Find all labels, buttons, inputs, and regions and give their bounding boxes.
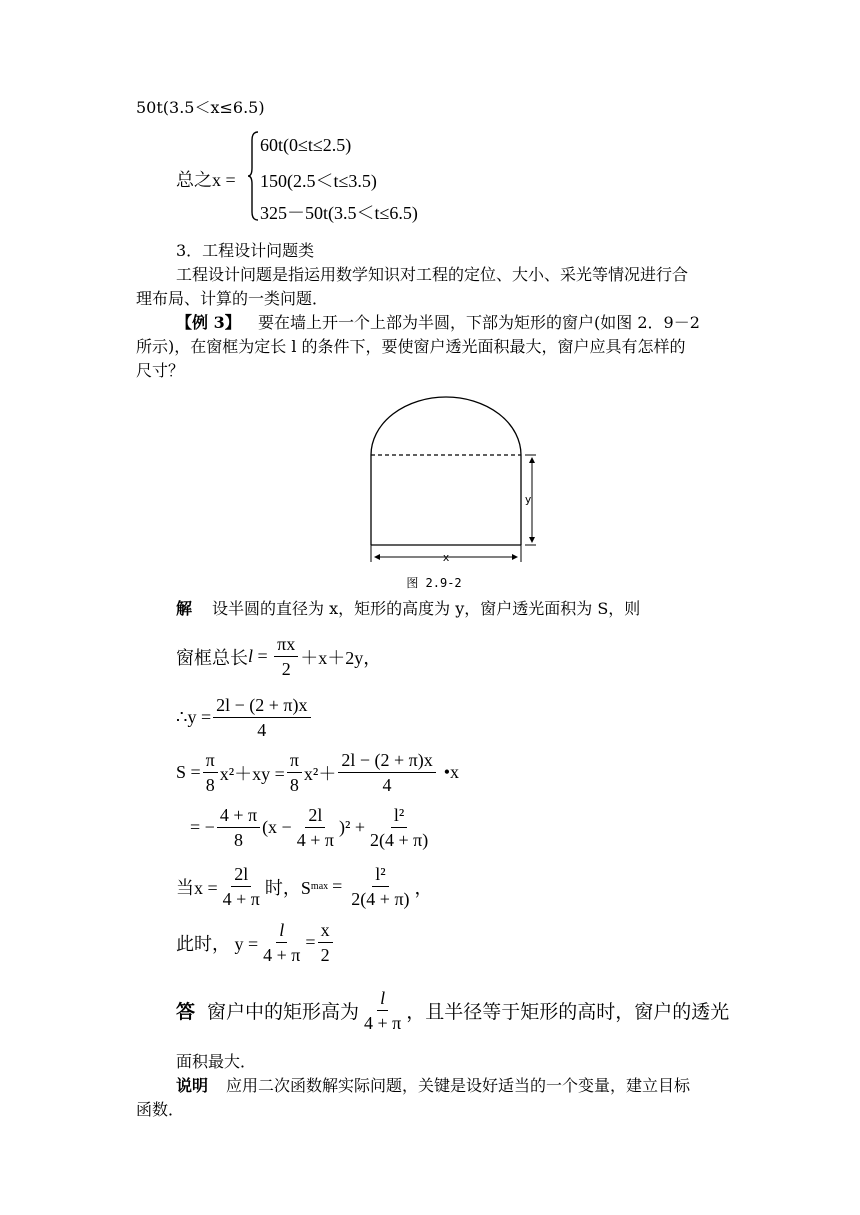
piecewise-lhs: 总之x = — [176, 170, 236, 190]
then-frac-1-den: 4 + π — [263, 945, 301, 965]
area-frac-2-den: 8 — [289, 775, 299, 795]
area-frac-3-num: 2l − (2 + π)x — [338, 750, 435, 773]
y-fraction — [213, 695, 310, 740]
y-prefix: ∴y = — [176, 707, 212, 727]
area2-frac-2-num: 2l — [305, 805, 325, 828]
example-line-2: 所示)，在窗框为定长 l 的条件下，要使窗户透光面积最大，窗户应具有怎样的 — [136, 337, 686, 356]
y-frac-den: 4 — [257, 720, 267, 740]
answer-fraction — [361, 988, 404, 1033]
y-arrow-bottom — [529, 537, 535, 543]
area-frac-2 — [287, 750, 302, 795]
area-frac-3-den: 4 — [382, 775, 392, 795]
area2-frac-3-num: l² — [391, 805, 407, 828]
perimeter-suffix: ＋x＋2y， — [300, 647, 382, 668]
area-prefix: S = — [176, 762, 201, 782]
solution-label: 解 — [176, 599, 193, 618]
area2-frac-2 — [294, 805, 337, 850]
area-frac-1 — [203, 750, 218, 795]
piecewise-tail-line: 50t(3.5＜x≤6.5) — [136, 98, 265, 117]
area2-frac-1-den: 8 — [233, 830, 243, 850]
x-dim-label: x — [442, 551, 450, 564]
maximum-condition: 当x = $\frac{2l}{4 + \pi}$ 时，S max = $\frac{\text{l²}}{2(4 + \pi)}$ ， — [176, 864, 433, 909]
when-eq: = — [332, 876, 343, 896]
y-dim-label: y — [524, 493, 532, 506]
area-equation-1 — [176, 750, 459, 795]
example-line-1: 要在墙上开一个上部为半圆，下部为矩形的窗户(如图 2．9－2 — [258, 313, 700, 332]
area2-paren-close: )² + — [338, 817, 366, 837]
answer-frac-num: l — [377, 988, 388, 1011]
then-frac-2-den: 2 — [320, 945, 330, 965]
smax-frac-num: l² — [372, 864, 388, 887]
answer-frac-den: 4 + π — [364, 1013, 402, 1033]
section-intro-line-2: 理布局、计算的一类问题． — [136, 289, 329, 308]
answer-text-1: 窗户中的矩形高为 — [207, 1001, 360, 1023]
smax-frac-den: 2(4 + π) — [351, 889, 410, 909]
perimeter-frac-den: 2 — [281, 659, 291, 679]
piecewise-case-1: 60t(0≤t≤2.5) — [260, 135, 352, 155]
area-end: •x — [443, 762, 460, 782]
when-frac-den: 4 + π — [222, 889, 260, 909]
area2-frac-1-num: 4 + π — [217, 805, 260, 828]
area2-frac-3 — [367, 805, 431, 850]
area2-frac-3-den: 2(4 + π) — [370, 830, 429, 850]
then-frac-1-num: l — [276, 920, 287, 943]
then-frac-2-num: x — [318, 920, 333, 943]
perimeter-frac-num: πx — [274, 634, 298, 657]
piecewise-brace — [248, 130, 258, 222]
then-frac-2 — [318, 920, 333, 965]
y-frac-num: 2l − (2 + π)x — [213, 695, 310, 718]
section-heading: 3．工程设计问题类 — [176, 241, 315, 260]
then-eq: = — [305, 932, 316, 952]
when-fraction — [220, 864, 263, 909]
area-equation-2 — [190, 805, 433, 850]
x-arrow-right — [512, 554, 518, 560]
window-figure — [362, 395, 542, 595]
area2-paren-open: (x − — [262, 817, 292, 837]
area-frac-2-num: π — [287, 750, 302, 773]
note-label: 说明 — [176, 1076, 209, 1095]
answer-line — [176, 988, 729, 1033]
then-prefix: 此时， y = — [176, 933, 259, 954]
example-label: 【例 3】 — [176, 313, 241, 332]
note-line-1: 应用二次函数解实际问题，关键是设好适当的一个变量，建立目标 — [226, 1076, 691, 1095]
answer-text-2: ，且半径等于矩形的高时，窗户的透光 — [406, 1001, 730, 1023]
window-diagram — [362, 395, 542, 595]
note-line-2: 函数． — [136, 1100, 185, 1119]
area-mid-2: x²＋ — [303, 763, 337, 784]
example-line-3: 尺寸？ — [136, 361, 185, 380]
when-mid: 时，S — [264, 877, 311, 898]
smax-fraction — [348, 864, 412, 909]
when-prefix: 当x = — [176, 877, 218, 898]
then-frac-1 — [260, 920, 303, 965]
figure-caption: 图 2.9-2 — [406, 576, 462, 590]
area-frac-1-num: π — [203, 750, 218, 773]
semicircle-top — [371, 397, 521, 455]
area2-frac-1 — [217, 805, 260, 850]
section-intro-line-1: 工程设计问题是指运用数学知识对工程的定位、大小、采光等情况进行合 — [176, 265, 689, 284]
x-arrow-left — [374, 554, 380, 560]
perimeter-prefix: 窗框总长 — [176, 647, 248, 668]
area-frac-3 — [338, 750, 435, 795]
answer-text-3: 面积最大． — [176, 1052, 257, 1071]
then-line — [176, 920, 335, 965]
y-arrow-top — [529, 457, 535, 463]
piecewise-case-2: 150(2.5＜t≤3.5) — [260, 171, 377, 191]
piecewise-case-3: 325－50t(3.5＜t≤6.5) — [260, 203, 418, 223]
when-frac-num: 2l — [231, 864, 251, 887]
area-mid: x²＋xy = — [219, 763, 285, 784]
area2-frac-2-den: 4 + π — [296, 830, 334, 850]
when-end: ， — [414, 877, 433, 898]
perimeter-fraction — [274, 634, 298, 679]
solution-text: 设半圆的直径为 x，矩形的高度为 y，窗户透光面积为 S，则 — [212, 599, 641, 618]
perimeter-equation: 窗框总长 l = $\frac{\pi x}{2}$ ＋x＋2y， — [176, 634, 382, 679]
answer-label: 答 — [176, 1001, 196, 1023]
y-equation — [176, 695, 313, 740]
area-frac-1-den: 8 — [205, 775, 215, 795]
perimeter-var: l — [248, 646, 254, 666]
area2-prefix: = − — [190, 817, 215, 837]
